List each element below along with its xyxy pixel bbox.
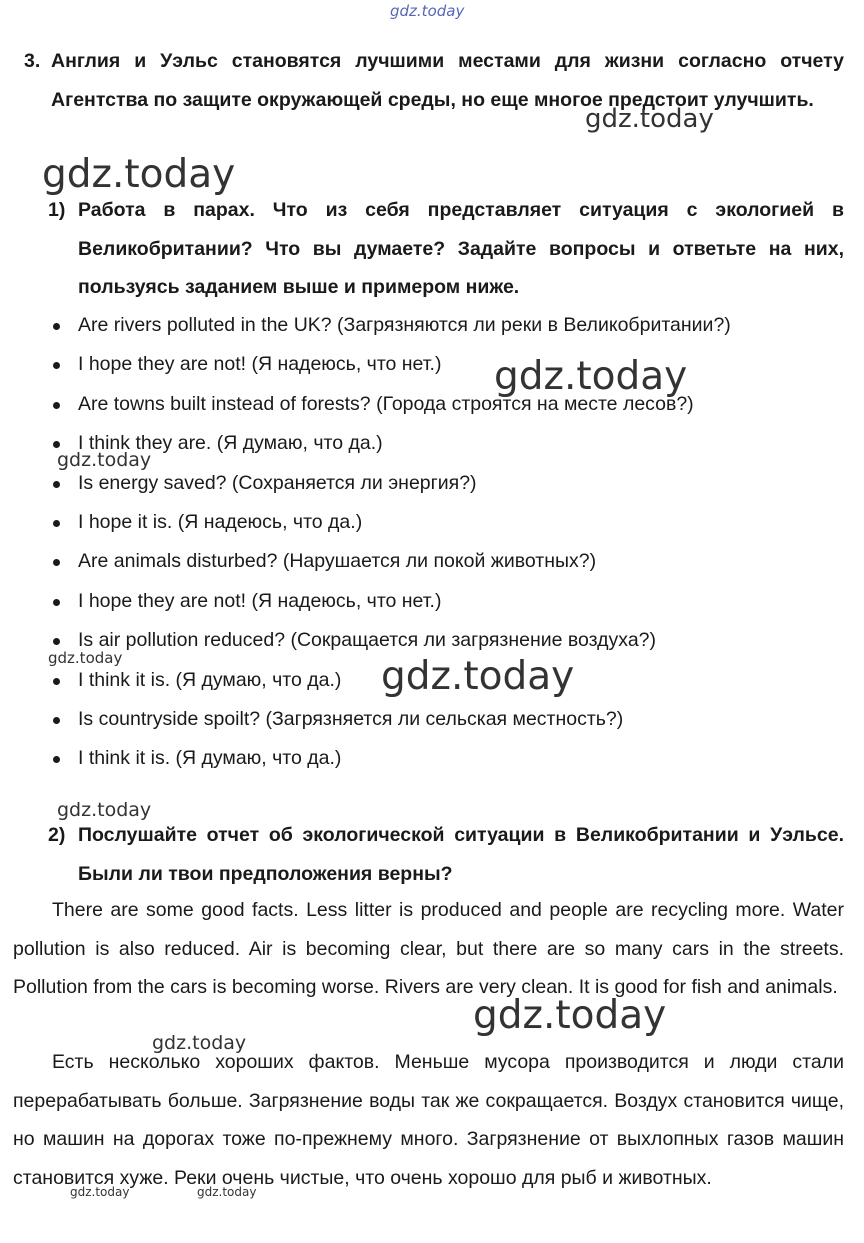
part2-instruction: Послушайте отчет об экологической ситуации в Великобритании и Уэльсе. Были ли твои предположения верны? (78, 824, 844, 885)
watermark: gdz.today (48, 649, 123, 667)
list-item: Are towns built instead of forests? (Города строятся на месте лесов?) (52, 385, 844, 424)
bullet-icon (53, 520, 60, 527)
list-item: I hope they are not! (Я надеюсь, что нет.) (52, 345, 844, 384)
bullet-icon (53, 756, 60, 763)
list-item: Is air pollution reduced? (Сокращается ли загрязнение воздуха?) (52, 621, 844, 660)
watermark: gdz.today (57, 449, 152, 471)
bullet-icon (53, 362, 60, 369)
watermark: gdz.today (473, 993, 667, 1038)
watermark: gdz.today (152, 1032, 247, 1054)
report-text-russian: Есть несколько хороших фактов. Меньше мусора производится и люди стали перерабатывать больше. Загрязнение воды так же сокращается. Воздух становится чище, но машин на дорогах тоже по-прежнему много. Загрязнение от выхлопных газов машин становится хуже. Реки очень чистые, что очень хорошо для рыб и животных. (13, 1051, 844, 1189)
watermark: gdz.today (57, 799, 152, 821)
watermark: gdz.today (381, 654, 575, 699)
watermark: gdz.today (70, 1185, 130, 1199)
bullet-icon (53, 638, 60, 645)
watermark: gdz.today (494, 354, 688, 399)
part1-number: 1) (48, 199, 66, 221)
watermark: gdz.today (42, 152, 236, 197)
bullet-icon (53, 481, 60, 488)
part1-instruction: Работа в парах. Что из себя представляет ситуация с экологией в Великобритании? Что вы думаете? Задайте вопросы и ответьте на них, пользуясь заданием выше и примером ниже. (78, 199, 844, 298)
list-item: I think it is. (Я думаю, что да.) (52, 739, 844, 778)
bullet-icon (53, 559, 60, 566)
part2-heading (48, 816, 844, 893)
bullet-icon (53, 441, 60, 448)
bullet-icon (53, 402, 60, 409)
list-item: I think they are. (Я думаю, что да.) (52, 424, 844, 463)
part1-heading (48, 191, 844, 307)
list-item: Is energy saved? (Сохраняется ли энергия?) (52, 464, 844, 503)
list-item: I hope they are not! (Я надеюсь, что нет.) (52, 582, 844, 621)
list-item: I think it is. (Я думаю, что да.) (52, 661, 844, 700)
task-title-text: Англия и Уэльс становятся лучшими местами для жизни согласно отчету Агентства по защите окружающей среды, но еще многое предстоит улучшить. (51, 50, 844, 111)
list-item: Is countryside spoilt? (Загрязняется ли сельская местность?) (52, 700, 844, 739)
watermark: gdz.today (585, 104, 714, 134)
list-item: Are animals disturbed? (Нарушается ли покой животных?) (52, 542, 844, 581)
bullet-icon (53, 323, 60, 330)
bullet-icon (53, 717, 60, 724)
watermark: gdz.today (197, 1185, 257, 1199)
bullet-icon (53, 599, 60, 606)
task-number: 3. (24, 50, 41, 72)
task-title (24, 42, 844, 119)
bullet-icon (53, 678, 60, 685)
part2-number: 2) (48, 824, 66, 846)
dialogue-list (52, 306, 844, 779)
list-item: Are rivers polluted in the UK? (Загрязняются ли реки в Великобритании?) (52, 306, 844, 345)
report-text-english: There are some good facts. Less litter is produced and people are recycling more. Water pollution is also reduced. Air is becoming clear, but there are so many cars in the streets. Pollution from the cars is becoming worse. Rivers are very clean. It is good for fish and animals. (13, 899, 844, 999)
watermark-top: gdz.today (390, 2, 465, 20)
list-item: I hope it is. (Я надеюсь, что да.) (52, 503, 844, 542)
